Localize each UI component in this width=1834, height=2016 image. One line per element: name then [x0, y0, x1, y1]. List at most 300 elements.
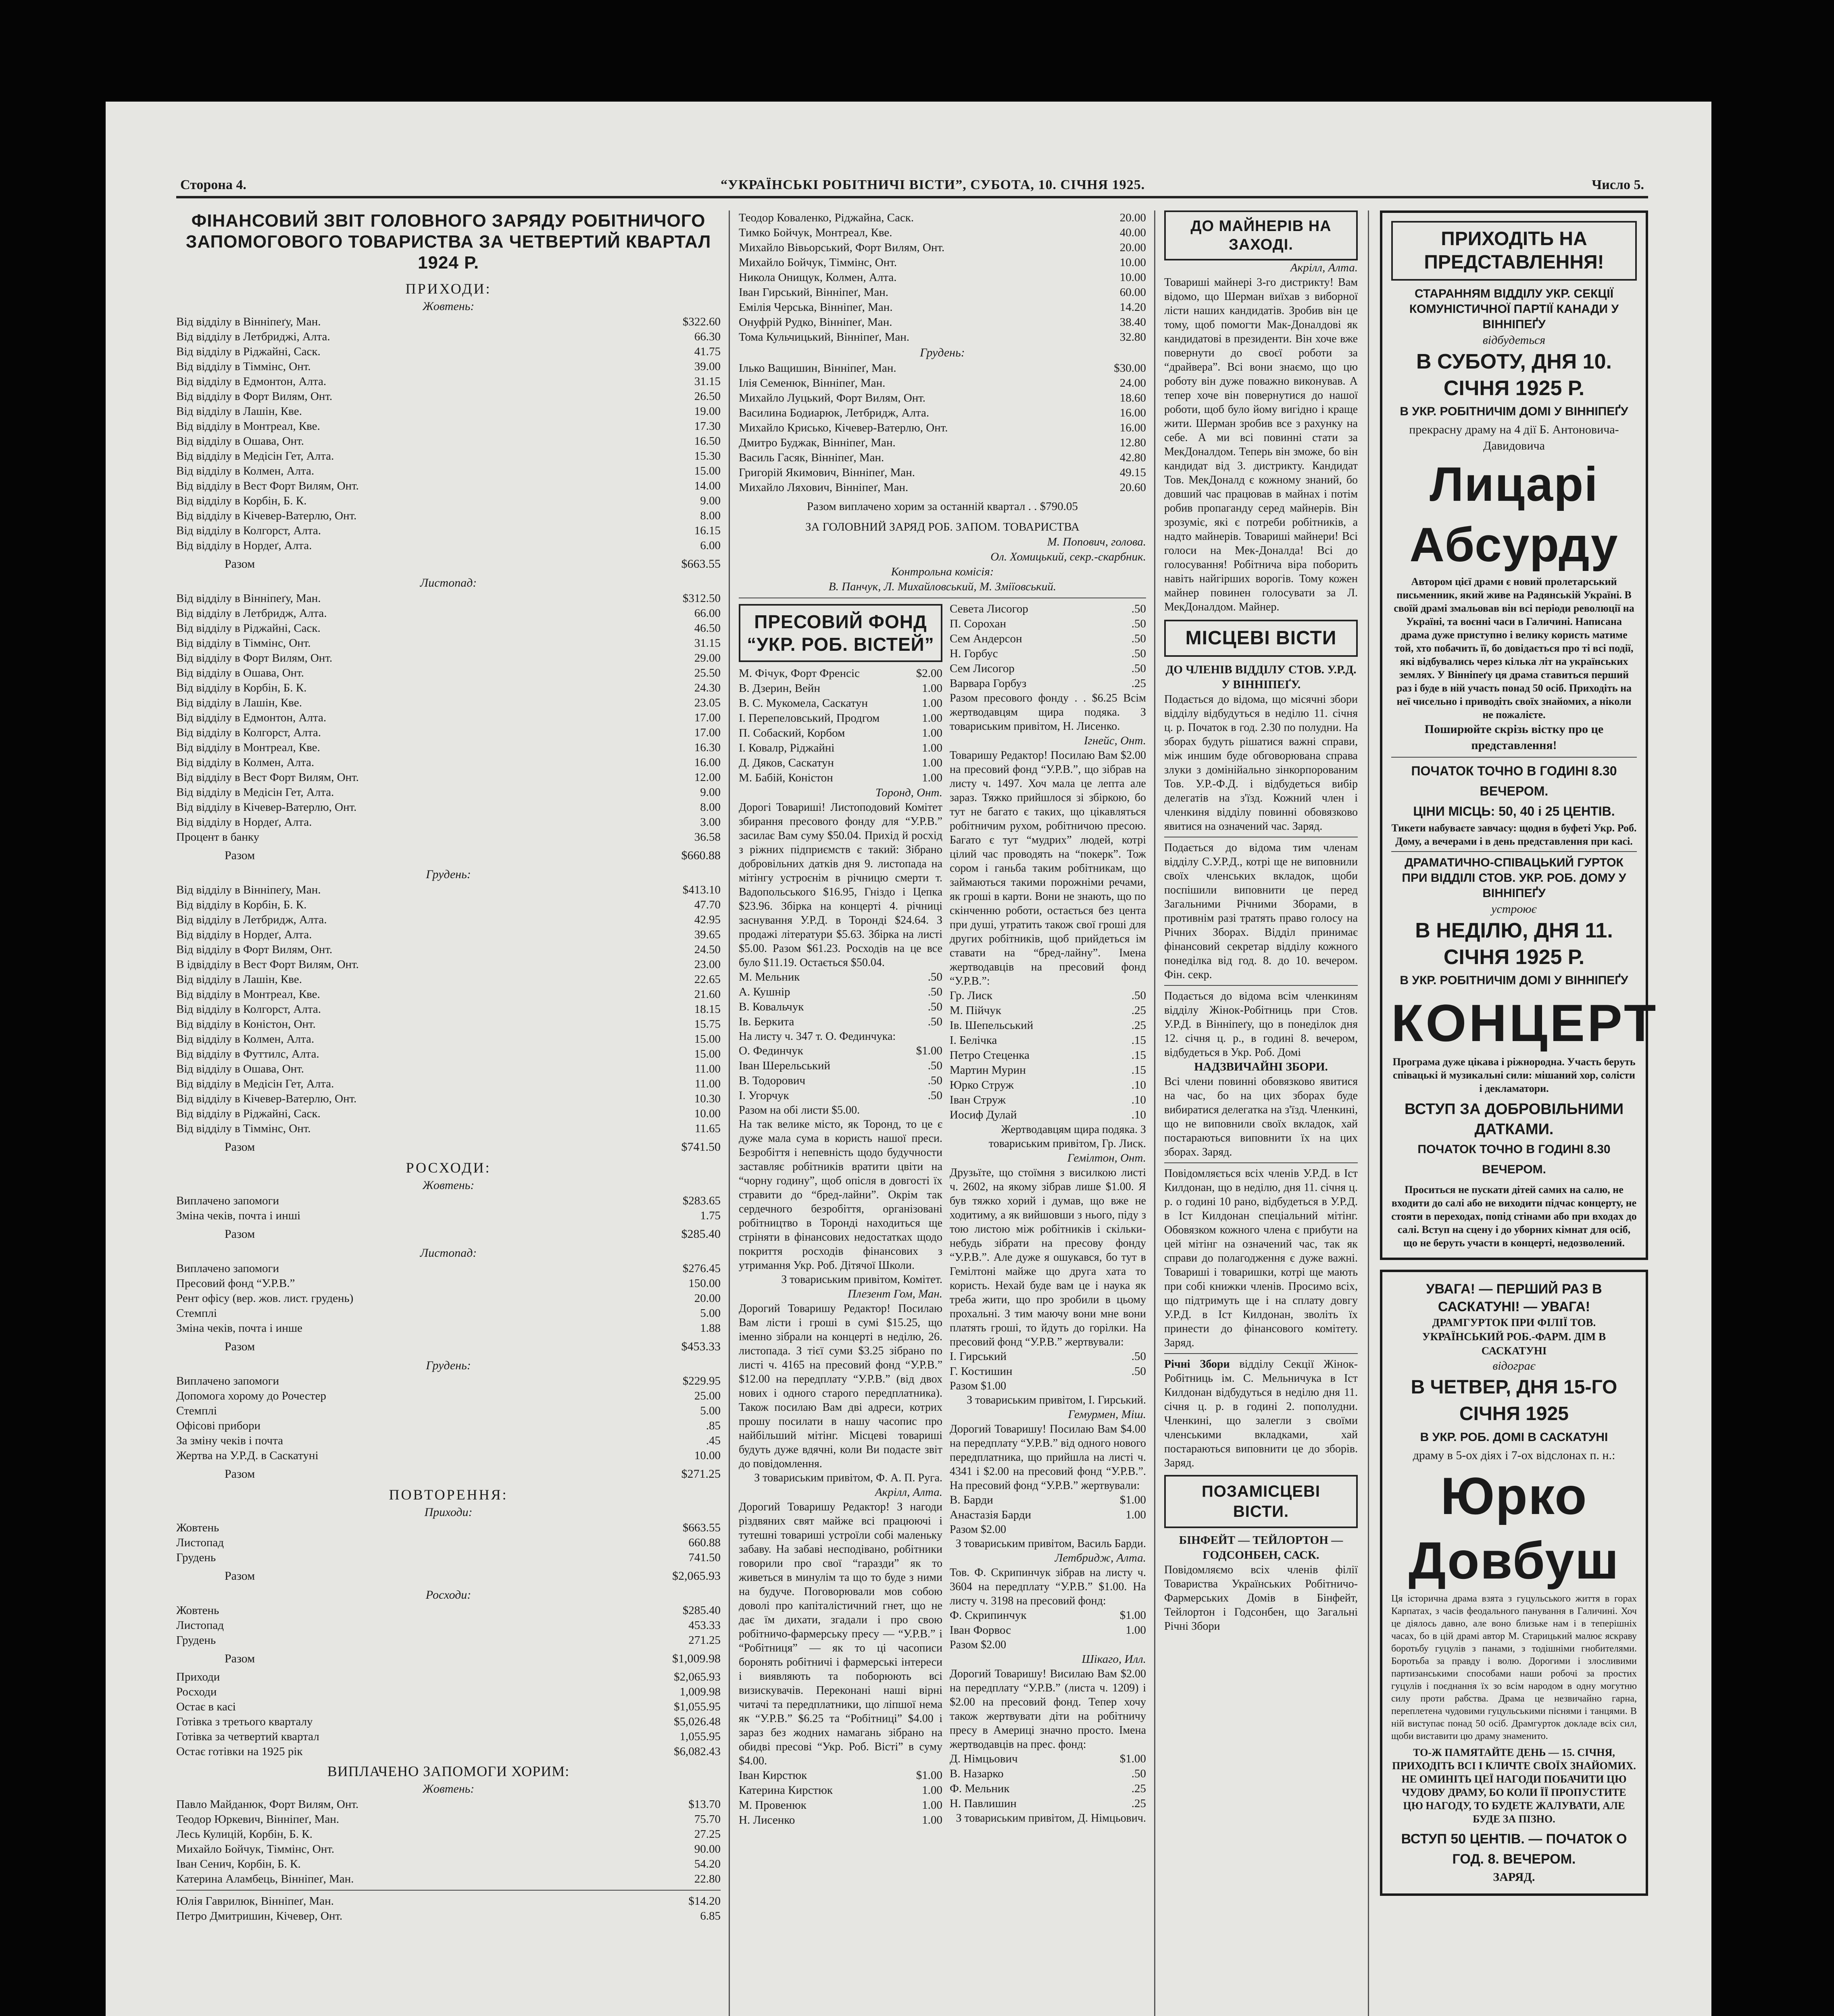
ad-concert-title: КОНЦЕРТ [1391, 993, 1659, 1052]
ledger-amount: 20.00 [694, 1292, 721, 1305]
ledger-amount: .50 [927, 1000, 942, 1013]
ledger-row [176, 815, 721, 830]
ledger-row [176, 800, 721, 815]
ledger-amount: 15.00 [694, 464, 721, 477]
ledger-row [176, 1857, 721, 1872]
ledger-amount: 8.00 [700, 801, 721, 814]
ledger-amount: 24.00 [1119, 377, 1146, 389]
ledger-name: Пресовий фонд “У.Р.В.” [176, 1277, 295, 1290]
letter-signature: З товариським привітом, Василь Барди. [955, 1537, 1146, 1550]
ledger-row [176, 374, 721, 389]
ledger-amount: 16.00 [1119, 406, 1146, 419]
ledger-amount: 90.00 [694, 1843, 721, 1856]
ledger-amount: 10.30 [694, 1092, 721, 1105]
ledger-amount: 1.00 [922, 697, 942, 710]
ledger-amount: 42.80 [1119, 451, 1146, 464]
month-label: Приходи: [424, 1506, 473, 1519]
ledger-name: Михайло Луцький, Форт Вилям, Онт. [739, 392, 926, 404]
total-label: Разом [225, 1652, 255, 1665]
ad-start-time: ПОЧАТОК ТОЧНО В ГОДИНІ 8.30 ВЕЧЕРОМ. [1411, 764, 1617, 798]
ledger-amount: 16.50 [694, 435, 721, 448]
ledger-row [176, 912, 721, 927]
ledger-name: Зміна чеків, почта і инші [176, 1209, 301, 1222]
ledger-row [176, 1827, 721, 1842]
ledger-amount: $1,055.95 [674, 1700, 721, 1713]
ledger-name: Росходи [176, 1685, 217, 1698]
ledger-amount: $14.20 [688, 1895, 721, 1908]
ledger-row [950, 676, 1146, 691]
letter-total: Разом $1.00 [950, 1380, 1007, 1392]
ledger-name: Лесь Кулицій, Корбін, Б. К. [176, 1828, 313, 1841]
ledger-row [739, 1000, 942, 1014]
ledger-name: Від відділу в Кічевер-Ватерлю, Онт. [176, 509, 357, 522]
ledger-row [950, 1796, 1146, 1811]
ledger-name: Іван Шерельський [739, 1059, 831, 1072]
ledger-name: Від відділу в Кічевер-Ватерлю, Онт. [176, 1092, 357, 1105]
ad-verb: відограє [1492, 1359, 1536, 1372]
ledger-amount: .50 [1131, 602, 1146, 615]
ledger-name: М. Бабій, Коністон [739, 771, 833, 784]
ledger-name: Від відділу в Едмонтон, Алта. [176, 375, 327, 388]
ledger-name: Сем Лисогор [950, 662, 1015, 675]
ledger-row [176, 389, 721, 404]
ledger-row [739, 681, 942, 696]
ledger-name: Від відділу в Корбін, Б. К. [176, 494, 307, 507]
ledger-row [176, 591, 721, 606]
ledger-row [739, 255, 1146, 270]
ledger-row [950, 1508, 1146, 1522]
ledger-row [176, 1842, 721, 1857]
ledger-amount: $1.00 [1119, 1609, 1146, 1622]
letter-text: Дорогий Товаришу! Висилаю Вам $2.00 на передплату “У.Р.В.” (листа ч. 1209) і $2.00 на пресовий фонд. Тепер хочу також жертвувати діти на робітничу пресу в Америці значно просто. Імена жертводавців на прес. фонд: [950, 1668, 1146, 1751]
ad-date: В СУБОТУ, ДНЯ 10. СІЧНЯ 1925 Р. [1416, 350, 1612, 400]
ledger-row [739, 361, 1146, 376]
letter-total: Разом $2.00 [950, 1639, 1007, 1651]
ledger-name: Від відділу в Форт Вилям, Онт. [176, 390, 333, 403]
ledger-row [950, 1048, 1146, 1063]
ad-play-title: Юрко Довбуш [1408, 1466, 1620, 1590]
ledger-name: Стемплі [176, 1307, 217, 1320]
ledger-name: М. Мельник [739, 971, 800, 983]
ledger-amount: 20.00 [1119, 241, 1146, 254]
notice-title: НАДЗВИЧАЙНІ ЗБОРИ. [1194, 1060, 1328, 1073]
ledger-name: Катерина Аламбець, Вінніпеґ, Ман. [176, 1872, 354, 1885]
ledger-amount: 1.00 [922, 771, 942, 784]
ledger-amount: 39.00 [694, 360, 721, 373]
month-label: Жовтень: [422, 1179, 475, 1192]
ledger-amount: $2.00 [916, 667, 942, 680]
ledger-name: Юлія Гаврилюк, Вінніпеґ, Ман. [176, 1895, 334, 1908]
ledger-name: Михайло Вівьорський, Форт Вилям, Онт. [739, 241, 945, 254]
exp-november-total [176, 1336, 721, 1358]
ledger-amount: 47.70 [694, 898, 721, 911]
ledger-name: Павло Майданюк, Форт Вилям, Онт. [176, 1798, 359, 1811]
ledger-row [176, 404, 721, 419]
ledger-amount: 16.00 [694, 756, 721, 769]
ledger-name: Теодор Коваленко, Ріджайна, Саск. [739, 211, 914, 224]
ledger-row [176, 344, 721, 359]
ledger-row [176, 523, 721, 538]
ledger-amount: 23.00 [694, 958, 721, 971]
ledger-row [176, 419, 721, 434]
total-amount: $2,065.93 [672, 1569, 721, 1583]
ledger-row [739, 1783, 942, 1798]
ledger-amount: 49.15 [1119, 466, 1146, 479]
ledger-row [176, 494, 721, 508]
ledger-name: Від відділу в Монтреал, Кве. [176, 988, 320, 1001]
ad-description: Автором цієї драми є новий пролетарський письменник, який живе на Радянській Україні. В своїй драмі змальовав він всі періоди революції на Україні, та воєнні часи в Галичині. Написана драма дуже приступно і велику користь матиме той, хто побачить її, бо довідається про ті всі події, які відбувались через кілька літ на українських землях. У Вінніпеґу ця драма ставиться перший раз і буде в ній участь понад 50 осіб. Приходіть на неї чисельно і приводіть своїх знайомих, а ніколи не пожалієте. [1394, 576, 1634, 721]
ledger-name: Іван Струж [950, 1093, 1006, 1106]
ledger-row [176, 1729, 721, 1744]
ledger-row [176, 606, 721, 621]
ad-remember: ТО-Ж ПАМЯТАЙТЕ ДЕНЬ — 15. СІЧНЯ, ПРИХОДІТЬ ВСІ І КЛИЧТЕ СВОЇХ ЗНАЙОМИХ. НЕ ОМИНІТЬ ЦЕЇ НАГОДИ ПОБАЧИТИ ЦЮ ЧУДОВУ ДРАМУ, БО КОЛИ ЇЇ ПРОПУСТИТЕ ЦЮ НАГОДУ, ТО БУДЕТЕ ЖАЛУВАТИ, АЛЕ БУДЕ ЗА ПІЗНО. [1392, 1747, 1636, 1825]
ledger-amount: 31.15 [694, 637, 721, 650]
ledger-amount: 9.00 [700, 494, 721, 507]
ledger-name: Ф. Скрипинчук [950, 1609, 1027, 1622]
ledger-name: Михайло Бойчук, Тіммінс, Онт. [176, 1843, 335, 1856]
total-amount: $663.55 [681, 557, 721, 571]
ledger-amount: .15 [1131, 1064, 1146, 1077]
article-place: Акрілл, Алта. [1290, 261, 1358, 274]
ledger-name: Петро Стеценка [950, 1049, 1030, 1062]
ledger-amount: 38.40 [1119, 316, 1146, 329]
ledger-amount: 31.15 [694, 375, 721, 388]
ledger-row [176, 508, 721, 523]
ledger-row [176, 1091, 721, 1106]
total-label: Разом [225, 1227, 255, 1241]
ledger-row [739, 1813, 942, 1828]
ledger-row [950, 661, 1146, 676]
ad-description: Ця історична драма взята з гуцульського життя в горах Карпатах, з часів феодального панування в Галичині. Хоч це діялось давно, але воно близьке нам і в теперішніх часах, бо в цій драмі автор М. Старицький малює яскраву боротьбу гуцулів з панами, з тодішніми гнобителями. Боротьба за правду і волю. Дорогими і злосливими партизанськими способами наши робочі за простих гуцулів і поєднання їх зо всім народом в одну могутню силу проти рабства. Драма це незвичайно гарна, переплетена чудовими гуцульськими піснями і танцями. В ній виступає понад 50 осіб. Драмгурток докладе всіх сил, щоби виставити цю драму знаменито. [1391, 1593, 1637, 1741]
ledger-amount: .50 [1131, 1365, 1146, 1378]
ledger-row [739, 406, 1146, 421]
ledger-amount: $312.50 [682, 592, 721, 605]
expense-heading: РОСХОДИ: [406, 1160, 491, 1176]
ad-verb: устроює [1491, 902, 1537, 916]
ledger-amount: .25 [1131, 1004, 1146, 1017]
ledger-row [950, 1108, 1146, 1123]
ledger-name: Іван Кирстюк [739, 1769, 807, 1782]
ledger-row [950, 1781, 1146, 1796]
ledger-row [739, 741, 942, 756]
ledger-row [176, 987, 721, 1002]
november-total [176, 845, 721, 866]
ledger-amount: $413.10 [682, 883, 721, 896]
ledger-name: М. Провенюк [739, 1799, 807, 1812]
newspaper-page [106, 102, 1711, 2016]
ledger-row [950, 1364, 1146, 1379]
ledger-row [739, 696, 942, 711]
ledger-name: П. Сорохан [950, 617, 1007, 630]
ledger-row [739, 330, 1146, 345]
ledger-name: Михайло Ляхович, Вінніпеґ, Ман. [739, 481, 909, 494]
masthead: “УКРАЇНСЬКІ РОБІТНИЧІ ВІСТИ”, СУБОТА, 10. СІЧНЯ 1925. [721, 177, 1145, 192]
ledger-amount: 22.80 [694, 1872, 721, 1885]
letter-signature: З товариським привітом, Д. Німцьович. [956, 1812, 1146, 1824]
ledger-row [176, 1418, 721, 1433]
ledger-name: Від відділу в Корбін, Б. К. [176, 681, 307, 694]
december-total [176, 1136, 721, 1158]
balance-list [176, 1670, 721, 1759]
ledger-row [176, 1909, 721, 1924]
ledger-row [176, 1433, 721, 1448]
ledger-amount: 16.30 [694, 741, 721, 754]
ledger-name: Від відділу в Нордеґ, Алта. [176, 539, 312, 552]
ledger-row [176, 755, 721, 770]
letter-signature: Жертводавцям щира подяка. З товариським привітом, Гр. Лиск. [988, 1123, 1146, 1150]
month-label: Жовтень: [422, 300, 475, 313]
ledger-amount: 12.80 [1119, 436, 1146, 449]
letter-text: Товаришу Редактор! Посилаю Вам $2.00 на пресовий фонд “У.Р.В.”, що зібрав на листу ч. 1497. Хоч мала це лепта але зараз. Тяжко прийшлося зі збіркою, бо тут не багато є таких, що цікавляться робітничим рухом, робітничою пресою. Багато є тут “мудрих” людей, котрі цілий час проводять на “покерк”. Тож сором і ганьба таким робітникам, що займаються такими порожніми речами, як гроші в карти. Вони не знають, що по скінченню роботи, остається без цента при душі, утратить також свої гроші для других робітників, щоб прийдеться ім ставати на “бред-лайну”. Імена жертводавців на пресовий фонд “У.Р.В.”: [950, 749, 1146, 987]
ledger-row [739, 970, 942, 985]
ledger-amount: .10 [1131, 1093, 1146, 1106]
ledger-name: Юрко Струж [950, 1079, 1014, 1091]
letter-signature: З товариським привітом, Комітет. [781, 1273, 942, 1286]
ledger-amount: $6,082.43 [674, 1745, 721, 1758]
ledger-row [950, 1078, 1146, 1093]
ad-place: В УКР. РОБ. ДОМІ В САСКАТУНІ [1420, 1431, 1608, 1444]
ad-date: В НЕДІЛЮ, ДНЯ 11. СІЧНЯ 1925 Р. [1415, 919, 1613, 969]
ledger-amount: 11.65 [694, 1122, 721, 1135]
ledger-name: Жовтень [176, 1521, 219, 1534]
letter-total: Разом на обі листи $5.00. [739, 1104, 860, 1116]
ledger-amount: 27.25 [694, 1828, 721, 1841]
notice-text: Повідомляємо всіх членів філії Товариства Українських Робітничо-Фармерських Домів в Бінфейт, Тейлортон і Годсонбен, що Загальні Річні Збори [1164, 1564, 1358, 1633]
ledger-amount: 15.00 [694, 1033, 721, 1045]
ledger-name: Від відділу в Тіммінс, Онт. [176, 1122, 311, 1135]
ledger-row [176, 1306, 721, 1321]
ledger-row [950, 631, 1146, 646]
ad-headline: ПРИХОДІТЬ НА ПРЕДСТАВЛЕННЯ! [1391, 221, 1637, 281]
ledger-row [176, 1121, 721, 1136]
repeat-exp-total [176, 1648, 721, 1670]
ledger-name: Готівка з третього кварталу [176, 1715, 313, 1728]
ad-subtitle: прекрасну драму на 4 дії Б. Антоновича-Давидовича [1409, 423, 1619, 452]
ledger-row [176, 1032, 721, 1047]
ledger-row [739, 480, 1146, 495]
ledger-amount: .50 [927, 1015, 942, 1028]
ledger-amount: 10.00 [694, 1449, 721, 1462]
ledger-row [950, 988, 1146, 1003]
notice-title: ДО ЧЛЕНІВ ВІДДІЛУ СТОВ. У.Р.Д. У ВІННІПЕҐУ. [1165, 663, 1357, 691]
ledger-amount: 22.65 [694, 973, 721, 986]
ledger-amount: 1.88 [700, 1322, 721, 1335]
ledger-amount: 11.00 [694, 1077, 721, 1090]
letter-place: Акрілл, Алта. [875, 1486, 942, 1499]
ledger-name: Від відділу в Летбридж, Алта. [176, 913, 327, 926]
ledger-row [176, 927, 721, 942]
divider [1164, 985, 1358, 986]
ledger-row [739, 711, 942, 726]
ledger-amount: 18.60 [1119, 392, 1146, 404]
ledger-row [176, 621, 721, 636]
ad-play-title: Лицарі Абсурду [1409, 457, 1619, 572]
signature-title: ЗА ГОЛОВНИЙ ЗАРЯД РОБ. ЗАПОМ. ТОВАРИСТВА [805, 521, 1080, 533]
ledger-name: Онуфрій Рудко, Вінніпеґ, Ман. [739, 316, 892, 329]
december-list [176, 883, 721, 1136]
exp-october-total [176, 1223, 721, 1245]
ledger-amount: 32.80 [1119, 331, 1146, 344]
ledger-amount: 20.60 [1119, 481, 1146, 494]
ledger-amount: .45 [706, 1434, 721, 1447]
ledger-name: Від відділу в Монтреал, Кве. [176, 741, 320, 754]
ledger-row [739, 756, 942, 771]
ledger-row [739, 450, 1146, 465]
total-amount: $453.33 [681, 1340, 721, 1353]
ledger-row [176, 636, 721, 651]
ledger-amount: 16.15 [694, 524, 721, 537]
letter-donors [739, 970, 942, 1029]
ledger-name: Зміна чеків, почта і инше [176, 1322, 302, 1335]
ledger-name: Від відділу в Вінніпеґу, Ман. [176, 315, 321, 328]
ledger-row [739, 391, 1146, 406]
ad-tickets: Тикети набуваєте завчасу: щодня в буфеті Укр. Роб. Дому, а вечерами і в день представлення при касі. [1391, 822, 1637, 847]
ledger-amount: 24.30 [694, 681, 721, 694]
ledger-row [739, 771, 942, 785]
ledger-row [739, 1768, 942, 1783]
ledger-amount: $229.95 [682, 1375, 721, 1387]
ledger-name: Севета Лисогор [950, 602, 1028, 615]
notice-text: Повідомляється всіх членів У.Р.Д. в Іст Килдонан, що в неділю, дня 11. січня ц. р. о годині 10 рано, відбудеться в У.Р.Д. в Іст Килдонан спеціальний мітінг. Обовязком кожного члена є прибути на цей мітінг на означений час, так як справи до полагодження є дуже важні. Товариші і товаришки, котрі ще мають при собі книжки членів. Просимо всіх, що підтримуть ще і на сплату довгу У.Р.Д. в Іст Килдонан, зволіть їх принести до фінансового комітету. Заряд. [1164, 1167, 1358, 1349]
ledger-name: П. Собаский, Корбом [739, 727, 845, 739]
ledger-amount: $1.00 [1119, 1752, 1146, 1765]
ledger-amount: 660.88 [688, 1536, 721, 1549]
month-label: Грудень: [426, 868, 471, 881]
ledger-name: Виплачено запомоги [176, 1375, 279, 1387]
ledger-row [176, 972, 721, 987]
ad-signature: ЗАРЯД. [1493, 1870, 1535, 1884]
column-rule [1368, 210, 1369, 2016]
ledger-name: Процент в банку [176, 831, 260, 843]
total-label: Разом [225, 1569, 255, 1583]
ledger-amount: .25 [1131, 1019, 1146, 1032]
ledger-name: Від відділу в Вест Форт Вилям, Онт. [176, 771, 359, 784]
ledger-name: Теодор Юркевич, Вінніпеґ, Ман. [176, 1813, 339, 1826]
press-fund-list [739, 666, 942, 785]
ledger-amount: 39.65 [694, 928, 721, 941]
month-label: Листопад: [420, 576, 477, 589]
ledger-name: Від відділу в Футтилс, Алта. [176, 1048, 319, 1060]
ledger-row [739, 421, 1146, 435]
letter-text: Друзьїте, що стоїмня з висилкою листі ч. 2602, на якому зібрав лише $1.00. Я був тяжко хорий і думав, що вже не ходитиму, а як вийшовши з нього, піду з тою листою між робітників і скільки-небудь зібрати на пресову фонду “У.Р.В.”. Але дуже я ошукався, бо тут в Гемілтоні майже що друга хата то користь. Нехай буде вам це і наука як треба жити, що про зробили в цьому прохальні. З тим маючу вони мне вони платять гроші, то йдуть до горілки. На пресовий фонд “У.Р.В.” жертвували: [950, 1166, 1146, 1348]
ledger-amount: 16.00 [1119, 421, 1146, 434]
ledger-name: Виплачено запомоги [176, 1194, 279, 1207]
ledger-amount: $283.65 [682, 1194, 721, 1207]
ledger-name: Грудень [176, 1551, 216, 1564]
ledger-name: В. Барди [950, 1493, 993, 1506]
repeat-income-total [176, 1565, 721, 1587]
ledger-amount: 1.00 [922, 1799, 942, 1812]
ledger-amount: 25.00 [694, 1389, 721, 1402]
ledger-name: Ілько Ващишин, Вінніпеґ, Ман. [739, 362, 896, 375]
ledger-name: Іван Сенич, Корбін, Б. К. [176, 1858, 301, 1870]
page-content [176, 174, 1659, 2016]
ledger-amount: .10 [1131, 1079, 1146, 1091]
ledger-row [176, 449, 721, 464]
ledger-row [176, 1261, 721, 1276]
ledger-name: Катерина Кирстюк [739, 1784, 833, 1797]
letter-text: Разом пресового фонду . . $6.25 Всім жертводавцям щира подяка. З товариським привітом, Н. Лисенко. [950, 692, 1146, 733]
ledger-row [176, 942, 721, 957]
ledger-name: Гр. Лиск [950, 989, 993, 1002]
ledger-amount: 741.50 [688, 1551, 721, 1564]
ledger-amount: 12.00 [694, 771, 721, 784]
letter-place: Летбридж, Алта. [1055, 1552, 1146, 1564]
ledger-amount: .50 [927, 1074, 942, 1087]
notice-text: Подається до відома всім членкиням відділу Жінок-Робітниць при Стов. У.Р.Д. в Вінніпеґу, що в понеділок дня 12. січня ц. р., в годині 8. вечером, відбудеться в Укр. Роб. Домі [1164, 990, 1358, 1059]
ledger-row [739, 985, 942, 1000]
repeat-income-list [176, 1520, 721, 1565]
ad-verb: відбудеться [1482, 333, 1546, 347]
ledger-row [176, 1670, 721, 1685]
ledger-amount: 46.50 [694, 622, 721, 635]
ledger-name: В ідвідділу в Вест Форт Вилям, Онт. [176, 958, 359, 971]
ledger-amount: .10 [1131, 1108, 1146, 1121]
divider [1391, 851, 1637, 852]
ledger-name: Від відділу в Вест Форт Вилям, Онт. [176, 479, 359, 492]
letter-text: На листу ч. 347 т. О. Фединчука: [739, 1030, 896, 1043]
ledger-row [739, 435, 1146, 450]
ledger-name: Від відділу в Лашін, Кве. [176, 973, 302, 986]
ledger-row [176, 1872, 721, 1887]
ledger-row [176, 314, 721, 329]
ledger-row [176, 1389, 721, 1404]
ledger-name: Від відділу в Ошава, Онт. [176, 666, 304, 679]
notice-lead: Річні Збори [1164, 1358, 1230, 1370]
ledger-name: Емілія Черська, Вінніпеґ, Ман. [739, 301, 893, 314]
ledger-row [176, 785, 721, 800]
ledger-name: Від відділу в Нордеґ, Алта. [176, 928, 312, 941]
ledger-name: Від відділу в Коністон, Онт. [176, 1018, 316, 1031]
ledger-name: Д. Німцьович [950, 1752, 1018, 1765]
ledger-row [176, 1321, 721, 1336]
ledger-name: В. Дзерин, Вейн [739, 682, 820, 695]
ledger-name: Від відділу в Форт Вилям, Онт. [176, 652, 333, 664]
ledger-row [176, 1062, 721, 1077]
ledger-amount: .50 [927, 985, 942, 998]
ledger-amount: 453.33 [688, 1619, 721, 1632]
ledger-name: І. Гирський [950, 1350, 1007, 1363]
ledger-amount: 19.00 [694, 405, 721, 418]
ledger-amount: 1,009.98 [679, 1685, 721, 1698]
ledger-amount: 5.00 [700, 1404, 721, 1417]
ledger-name: Від відділу в Вінніпеґу, Ман. [176, 883, 321, 896]
ads-column [1380, 210, 1659, 1896]
ledger-name: Іван Гирський, Вінніпеґ, Ман. [739, 286, 889, 299]
local-news-title: МІСЦЕВІ ВІСТИ [1164, 620, 1358, 657]
ledger-row [739, 726, 942, 741]
notice-text: Подається до відома, що місячні збори відділу відбудуться в неділю 11. січня ц. р. Початок в год. 2.30 по полудни. На зборах будуть рішатися важні справи, між иншим буде обговорювана справа злуки з домінійально зінкорпорованим Тов. У.Р.-Ф.Д. і відбудеться вибір делегатів на з'їзд. Кожний член і членкиня відділу повинні обовязково явитися на означений час. Заряд. [1164, 693, 1358, 833]
issue-number: Число 5. [1592, 177, 1644, 192]
ledger-amount: 25.50 [694, 666, 721, 679]
ledger-amount: 1.00 [1125, 1508, 1146, 1521]
ledger-name: Офісові прибори [176, 1419, 261, 1432]
ledger-amount: 10.00 [1119, 256, 1146, 269]
ledger-amount: 15.75 [694, 1018, 721, 1031]
ad-organizer: СТАРАННЯМ ВІДДІЛУ УКР. СЕКЦІЇ КОМУНІСТИЧНОЇ ПАРТІЇ КАНАДИ У ВІННІПЕҐУ [1409, 287, 1619, 331]
ledger-row [950, 1752, 1146, 1766]
ledger-row [739, 315, 1146, 330]
ledger-name: Від відділу в Колмен, Алта. [176, 756, 315, 769]
total-label: Разом [225, 849, 255, 862]
notice-text: відділу Секції Жінок-Робітниць ім. С. Мельничука в Іст Килдонан відбудуться в неділю дня 11. січня ц. р. в годині 2. пополудни. Членкині, що залегли з своїми членськими вкладками, хай постараються виповнити це до зборів. Заряд. [1164, 1358, 1358, 1469]
ledger-amount: 17.00 [694, 726, 721, 739]
letter-text: Дорогий Товаришу Редактор! З нагоди різдвяних свят майже всі працюючі і тутешні товариші устроїли собі маленьку забаву. На забаві несподівано, робітники говорили про свої “гаразди” як то живеться в минулім та що то буде з ними на будуче. Поговорювали мов собою доволі про капіталістичний гнет, що не дає їм дихати, згадали і про свою робітничо-фармерську пресу — “У.Р.В.” і “Робітниця” — як то ці часописи боронять робітничі і фармерські інтереси і виявляють та поборюють всі визискувачів. Переконані наші вірні читачі та передплатники, що ліпшої нема як “У.Р.В.” $6.25 та “Робітниці” $4.00 і зараз без жодних намагань зібрано на обидві пресові “Укр. Роб. Вісті” в суму $4.00. [739, 1501, 942, 1767]
ledger-amount: 8.00 [700, 509, 721, 522]
ledger-amount: 1.00 [922, 756, 942, 769]
ledger-name: В. Тодорович [739, 1074, 806, 1087]
ledger-row [739, 1088, 942, 1103]
